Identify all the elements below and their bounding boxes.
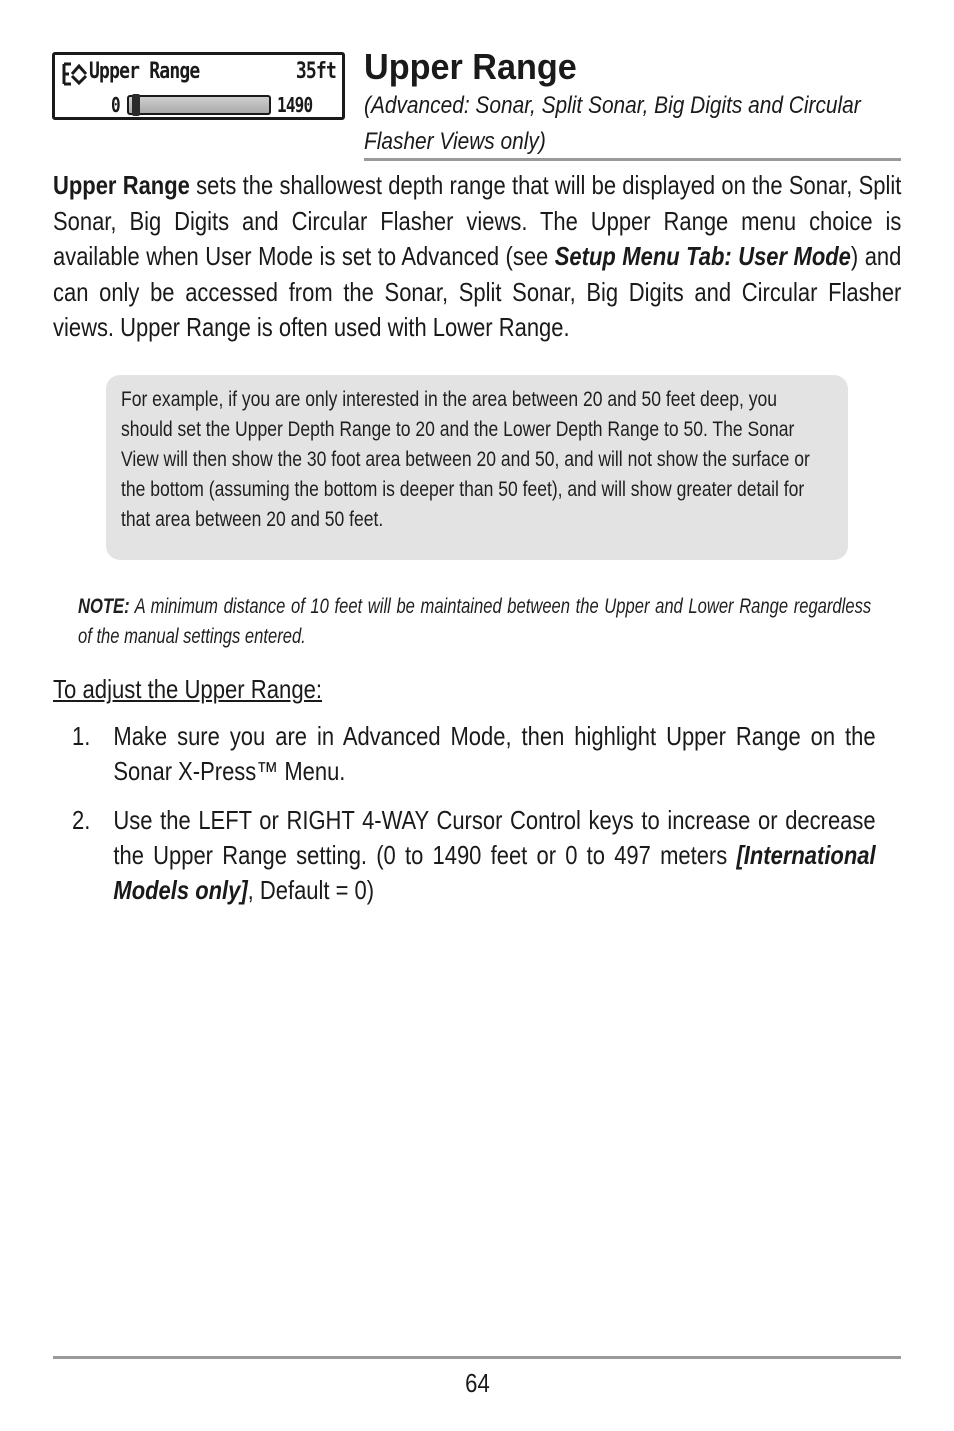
menu-label: Upper Range (89, 59, 200, 84)
procedure-heading: To adjust the Upper Range: (53, 674, 323, 704)
section-title: Upper Range (364, 46, 577, 87)
description-paragraph (53, 168, 901, 346)
page-number-text: 64 (464, 1368, 490, 1398)
step-text (113, 803, 875, 908)
step-number: 2. (72, 805, 91, 835)
upper-range-menu-widget (52, 52, 345, 120)
paragraph-text-2: ) and can only be accessed from the Sonar, Split Sonar, Big Digits and Circular Flasher views. Upper Range is often used with Lower Range. (53, 241, 902, 342)
example-text: For example, if you are only interested in the area between 20 and 50 feet deep, you should set the Upper Depth Range to 20 and the Lower Depth Range to 50. The Sonar View will then show the 30 foot area between 20 and 50, and will not show the surface or the bottom (assuming the bottom is deeper than 50 feet), and will show greater detail for that area between 20 and 50 feet. (121, 388, 810, 531)
menu-value: 35ft (295, 59, 336, 84)
paragraph-text-1: sets the shallowest depth range that will be displayed on the Sonar, Split Sonar, Big Digits and Circular Flasher views. The Upper Range menu choice is available when User Mode is set to Advanced (see (53, 170, 902, 271)
note-label: NOTE: (78, 595, 130, 618)
step-number: 1. (72, 721, 91, 751)
advanced-mode-icon (61, 61, 87, 87)
step-text: Make sure you are in Advanced Mode, then highlight Upper Range on the Sonar X-Press™ Menu. (113, 721, 876, 786)
note-text: A minimum distance of 10 feet will be maintained between the Upper and Lower Range regardless of the manual settings entered. (78, 595, 872, 648)
slider-max-label: 1490 (277, 93, 313, 117)
example-box (106, 375, 848, 560)
step-emphasis: [International Models only] (113, 840, 876, 905)
step-text-2: , Default = 0) (247, 875, 375, 905)
setup-menu-reference: Setup Menu Tab: User Mode (554, 241, 851, 271)
slider-min-label: 0 (111, 93, 120, 117)
step-text-1: Use the LEFT or RIGHT 4-WAY Cursor Control keys to increase or decrease the Upper Range setting. (0 to 1490 feet or 0 to 497 meters (113, 805, 876, 870)
term-upper-range: Upper Range (53, 170, 190, 200)
slider-thumb (132, 94, 140, 116)
page-number (0, 1368, 954, 1399)
heading-divider (364, 158, 901, 161)
section-subtitle: (Advanced: Sonar, Split Sonar, Big Digits and Circular Flasher Views only) (364, 92, 861, 155)
note-paragraph (78, 592, 871, 652)
footer-divider (53, 1356, 901, 1359)
range-slider (127, 95, 271, 115)
